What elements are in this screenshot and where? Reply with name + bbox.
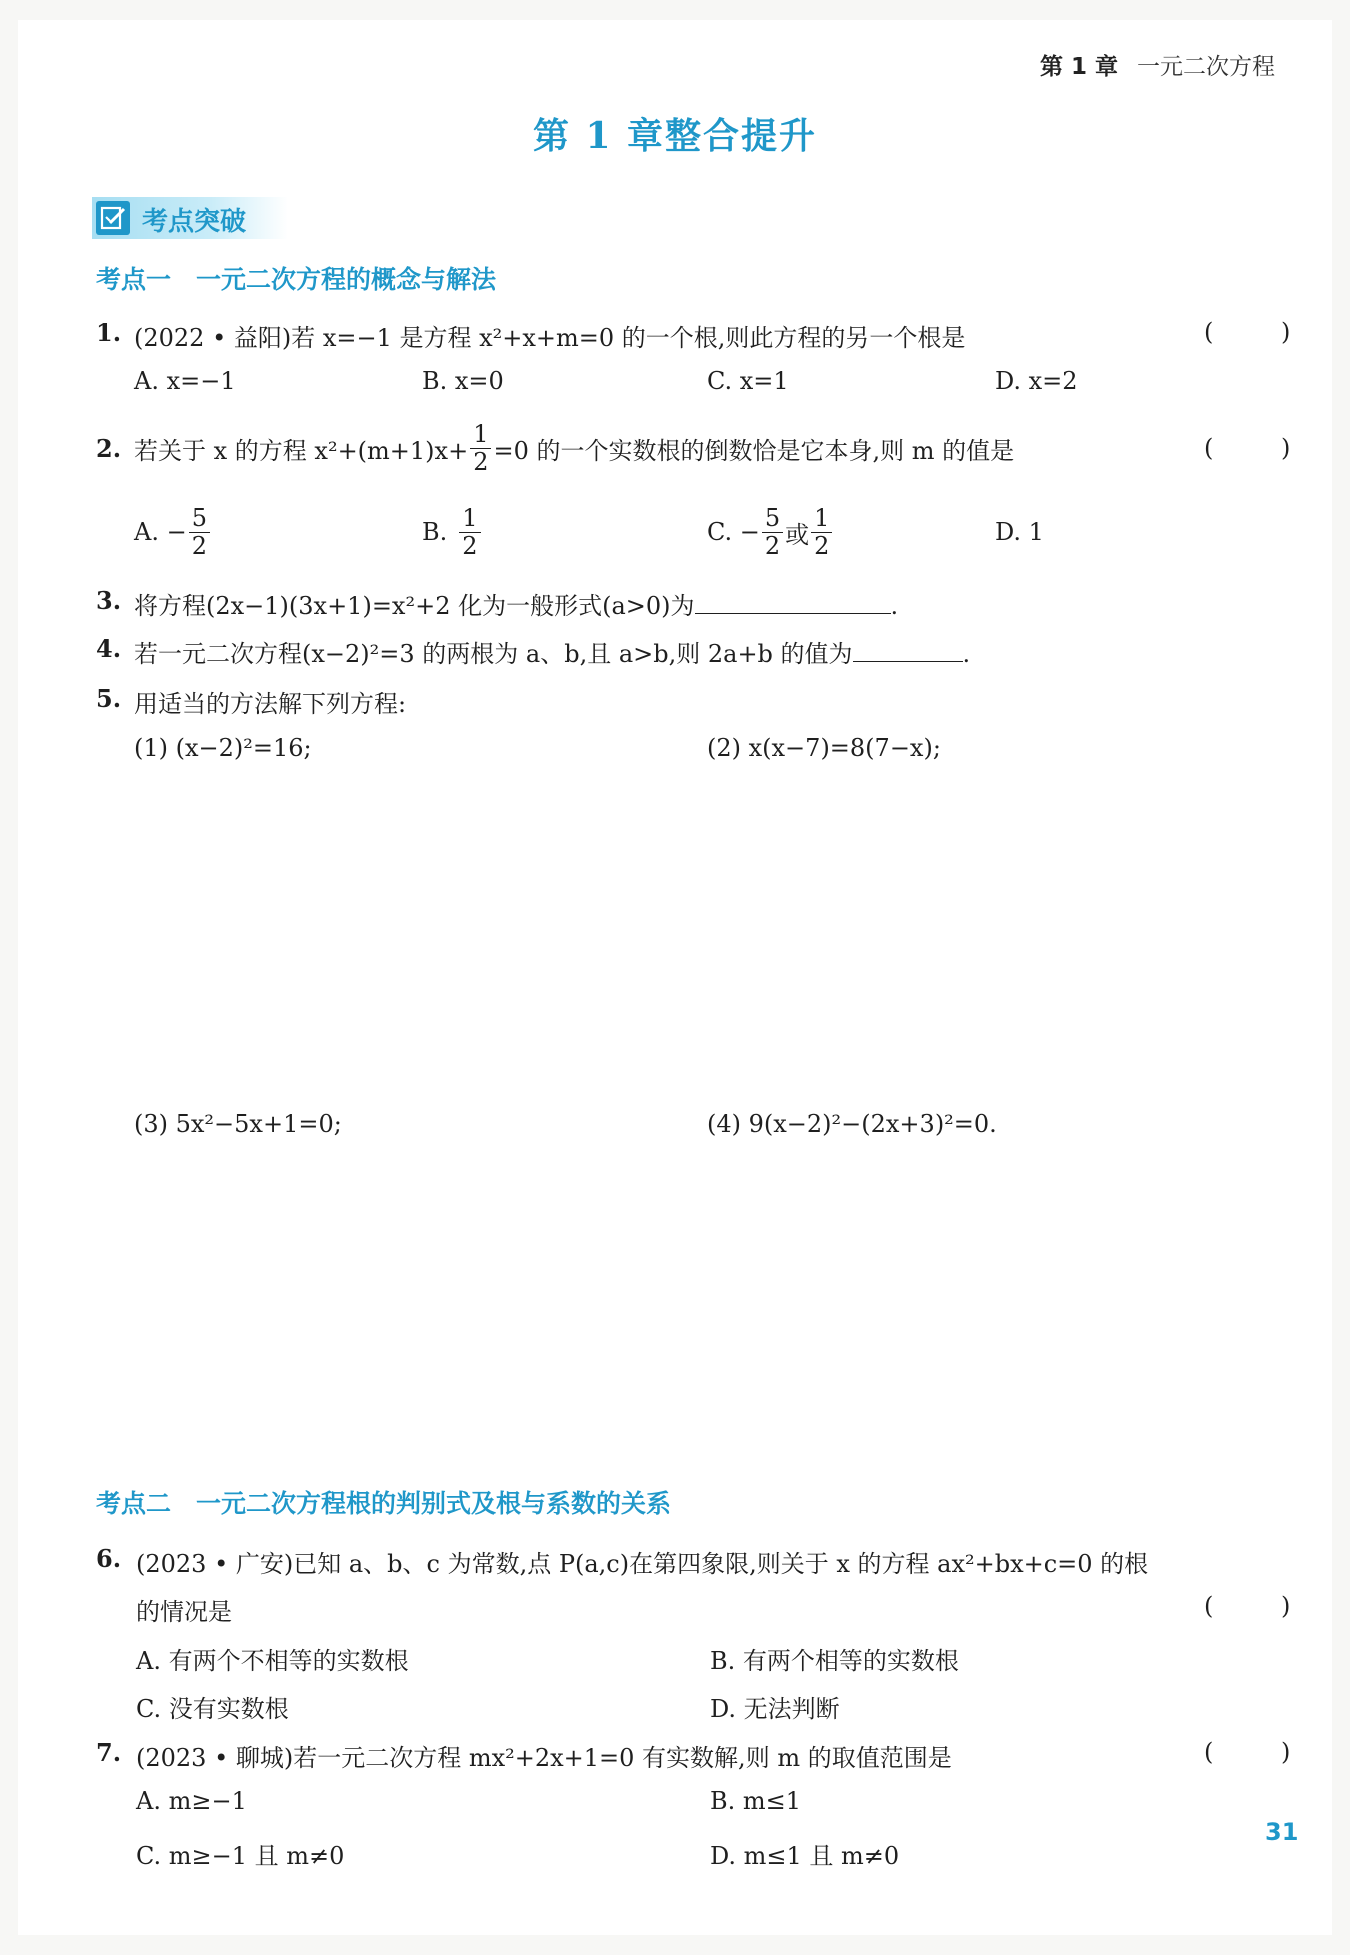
q6-text-2: 的情况是 [136, 1598, 232, 1626]
q4-answer-blank[interactable] [853, 639, 963, 662]
q6-option-c: C. 没有实数根 [136, 1695, 289, 1723]
q2-option-c [707, 502, 834, 562]
q7-option-b: B. m≤1 [710, 1787, 802, 1815]
q4-text: 若一元二次方程(x−2)²=3 的两根为 a、b,且 a>b,则 2a+b 的值为 [134, 640, 853, 668]
q2-option-a-fraction [189, 505, 210, 559]
q3-end: . [890, 592, 899, 620]
header-chapter: 第 1 章 [1040, 54, 1119, 80]
q2-text [134, 418, 1014, 478]
q2-option-b-fraction [459, 505, 480, 559]
q3-line [134, 586, 898, 621]
q4-line [134, 634, 970, 669]
q2-option-b-denominator: 2 [462, 531, 478, 560]
q2-option-c-fraction-1 [762, 505, 783, 559]
q6-option-b: B. 有两个相等的实数根 [710, 1647, 959, 1675]
q3-answer-blank[interactable] [695, 591, 891, 614]
q2-option-c-numerator-2: 1 [811, 505, 832, 532]
page-title: 第 1 章整合提升 [532, 115, 818, 157]
q2-frac-numerator: 1 [470, 421, 491, 448]
q3-text: 将方程(2x−1)(3x+1)=x²+2 化为一般形式(a>0)为 [134, 592, 695, 620]
q2-option-c-numerator-1: 5 [762, 505, 783, 532]
q2-option-b [422, 502, 483, 562]
q7-answer-paren[interactable]: ( ) [1204, 1738, 1321, 1766]
q4-end: . [962, 640, 971, 668]
q7-number: 7. [96, 1738, 122, 1767]
q5-part-4: (4) 9(x−2)²−(2x+3)²=0. [707, 1110, 997, 1138]
pencil-check-icon [96, 201, 130, 235]
q1-option-c: C. x=1 [707, 367, 789, 395]
q2-option-a-label: A. − [134, 518, 187, 546]
section-title: 考点突破 [142, 207, 247, 237]
q1-option-a: A. x=−1 [134, 367, 236, 395]
q2-fraction [470, 421, 491, 475]
q2-option-c-or: 或 [785, 520, 810, 549]
q1-option-b: B. x=0 [422, 367, 504, 395]
q7-option-a: A. m≥−1 [136, 1787, 247, 1815]
q2-option-a-numerator: 5 [189, 505, 210, 532]
q6-number: 6. [96, 1544, 122, 1573]
q3-number: 3. [96, 586, 122, 615]
q2-option-c-denominator-2: 2 [814, 531, 830, 560]
q2-frac-denominator: 2 [473, 447, 489, 476]
q5-number: 5. [96, 684, 122, 713]
q2-option-c-fraction-2 [811, 505, 832, 559]
q2-option-b-label: B. [422, 518, 448, 546]
q1-text: (2022 • 益阳)若 x=−1 是方程 x²+x+m=0 的一个根,则此方程的另一个根是 [134, 324, 966, 352]
q5-part-2: (2) x(x−7)=8(7−x); [707, 734, 941, 762]
q2-option-a [134, 502, 212, 562]
q2-option-c-denominator-1: 2 [764, 531, 781, 560]
kp2-heading: 考点二 一元二次方程根的判别式及根与系数的关系 [96, 1489, 672, 1518]
section-banner [92, 197, 288, 239]
q6-answer-paren[interactable]: ( ) [1204, 1592, 1321, 1620]
q7-option-c: C. m≥−1 且 m≠0 [136, 1842, 345, 1870]
q2-number: 2. [96, 434, 122, 463]
q2-answer-paren[interactable]: ( ) [1204, 434, 1321, 462]
q6-option-a: A. 有两个不相等的实数根 [136, 1647, 409, 1675]
q7-text: (2023 • 聊城)若一元二次方程 mx²+2x+1=0 有实数解,则 m 的取值范围是 [136, 1744, 952, 1772]
q1-number: 1. [96, 318, 122, 347]
q6-text: (2023 • 广安)已知 a、b、c 为常数,点 P(a,c)在第四象限,则关于 x 的方程 ax²+bx+c=0 的根 [136, 1550, 1149, 1578]
q2-option-d: D. 1 [995, 518, 1044, 546]
kp1-heading: 考点一 一元二次方程的概念与解法 [96, 265, 497, 294]
q5-text: 用适当的方法解下列方程: [134, 690, 407, 718]
q1-option-d: D. x=2 [995, 367, 1078, 395]
header-chapter-title: 一元二次方程 [1137, 54, 1275, 80]
q2-text-a: 若关于 x 的方程 x²+(m+1)x+ [134, 436, 469, 465]
page-number: 31 [1265, 1818, 1299, 1846]
q4-number: 4. [96, 634, 122, 663]
q1-answer-paren[interactable]: ( ) [1204, 318, 1321, 346]
q2-option-c-label: C. − [707, 518, 760, 546]
q2-option-a-denominator: 2 [191, 531, 207, 560]
q5-part-3: (3) 5x²−5x+1=0; [134, 1110, 342, 1138]
q2-option-b-numerator: 1 [459, 505, 480, 532]
q6-option-d: D. 无法判断 [710, 1695, 840, 1723]
q7-option-d: D. m≤1 且 m≠0 [710, 1842, 900, 1870]
q2-text-b: =0 的一个实数根的倒数恰是它本身,则 m 的值是 [493, 436, 1015, 465]
q5-part-1: (1) (x−2)²=16; [134, 734, 312, 762]
